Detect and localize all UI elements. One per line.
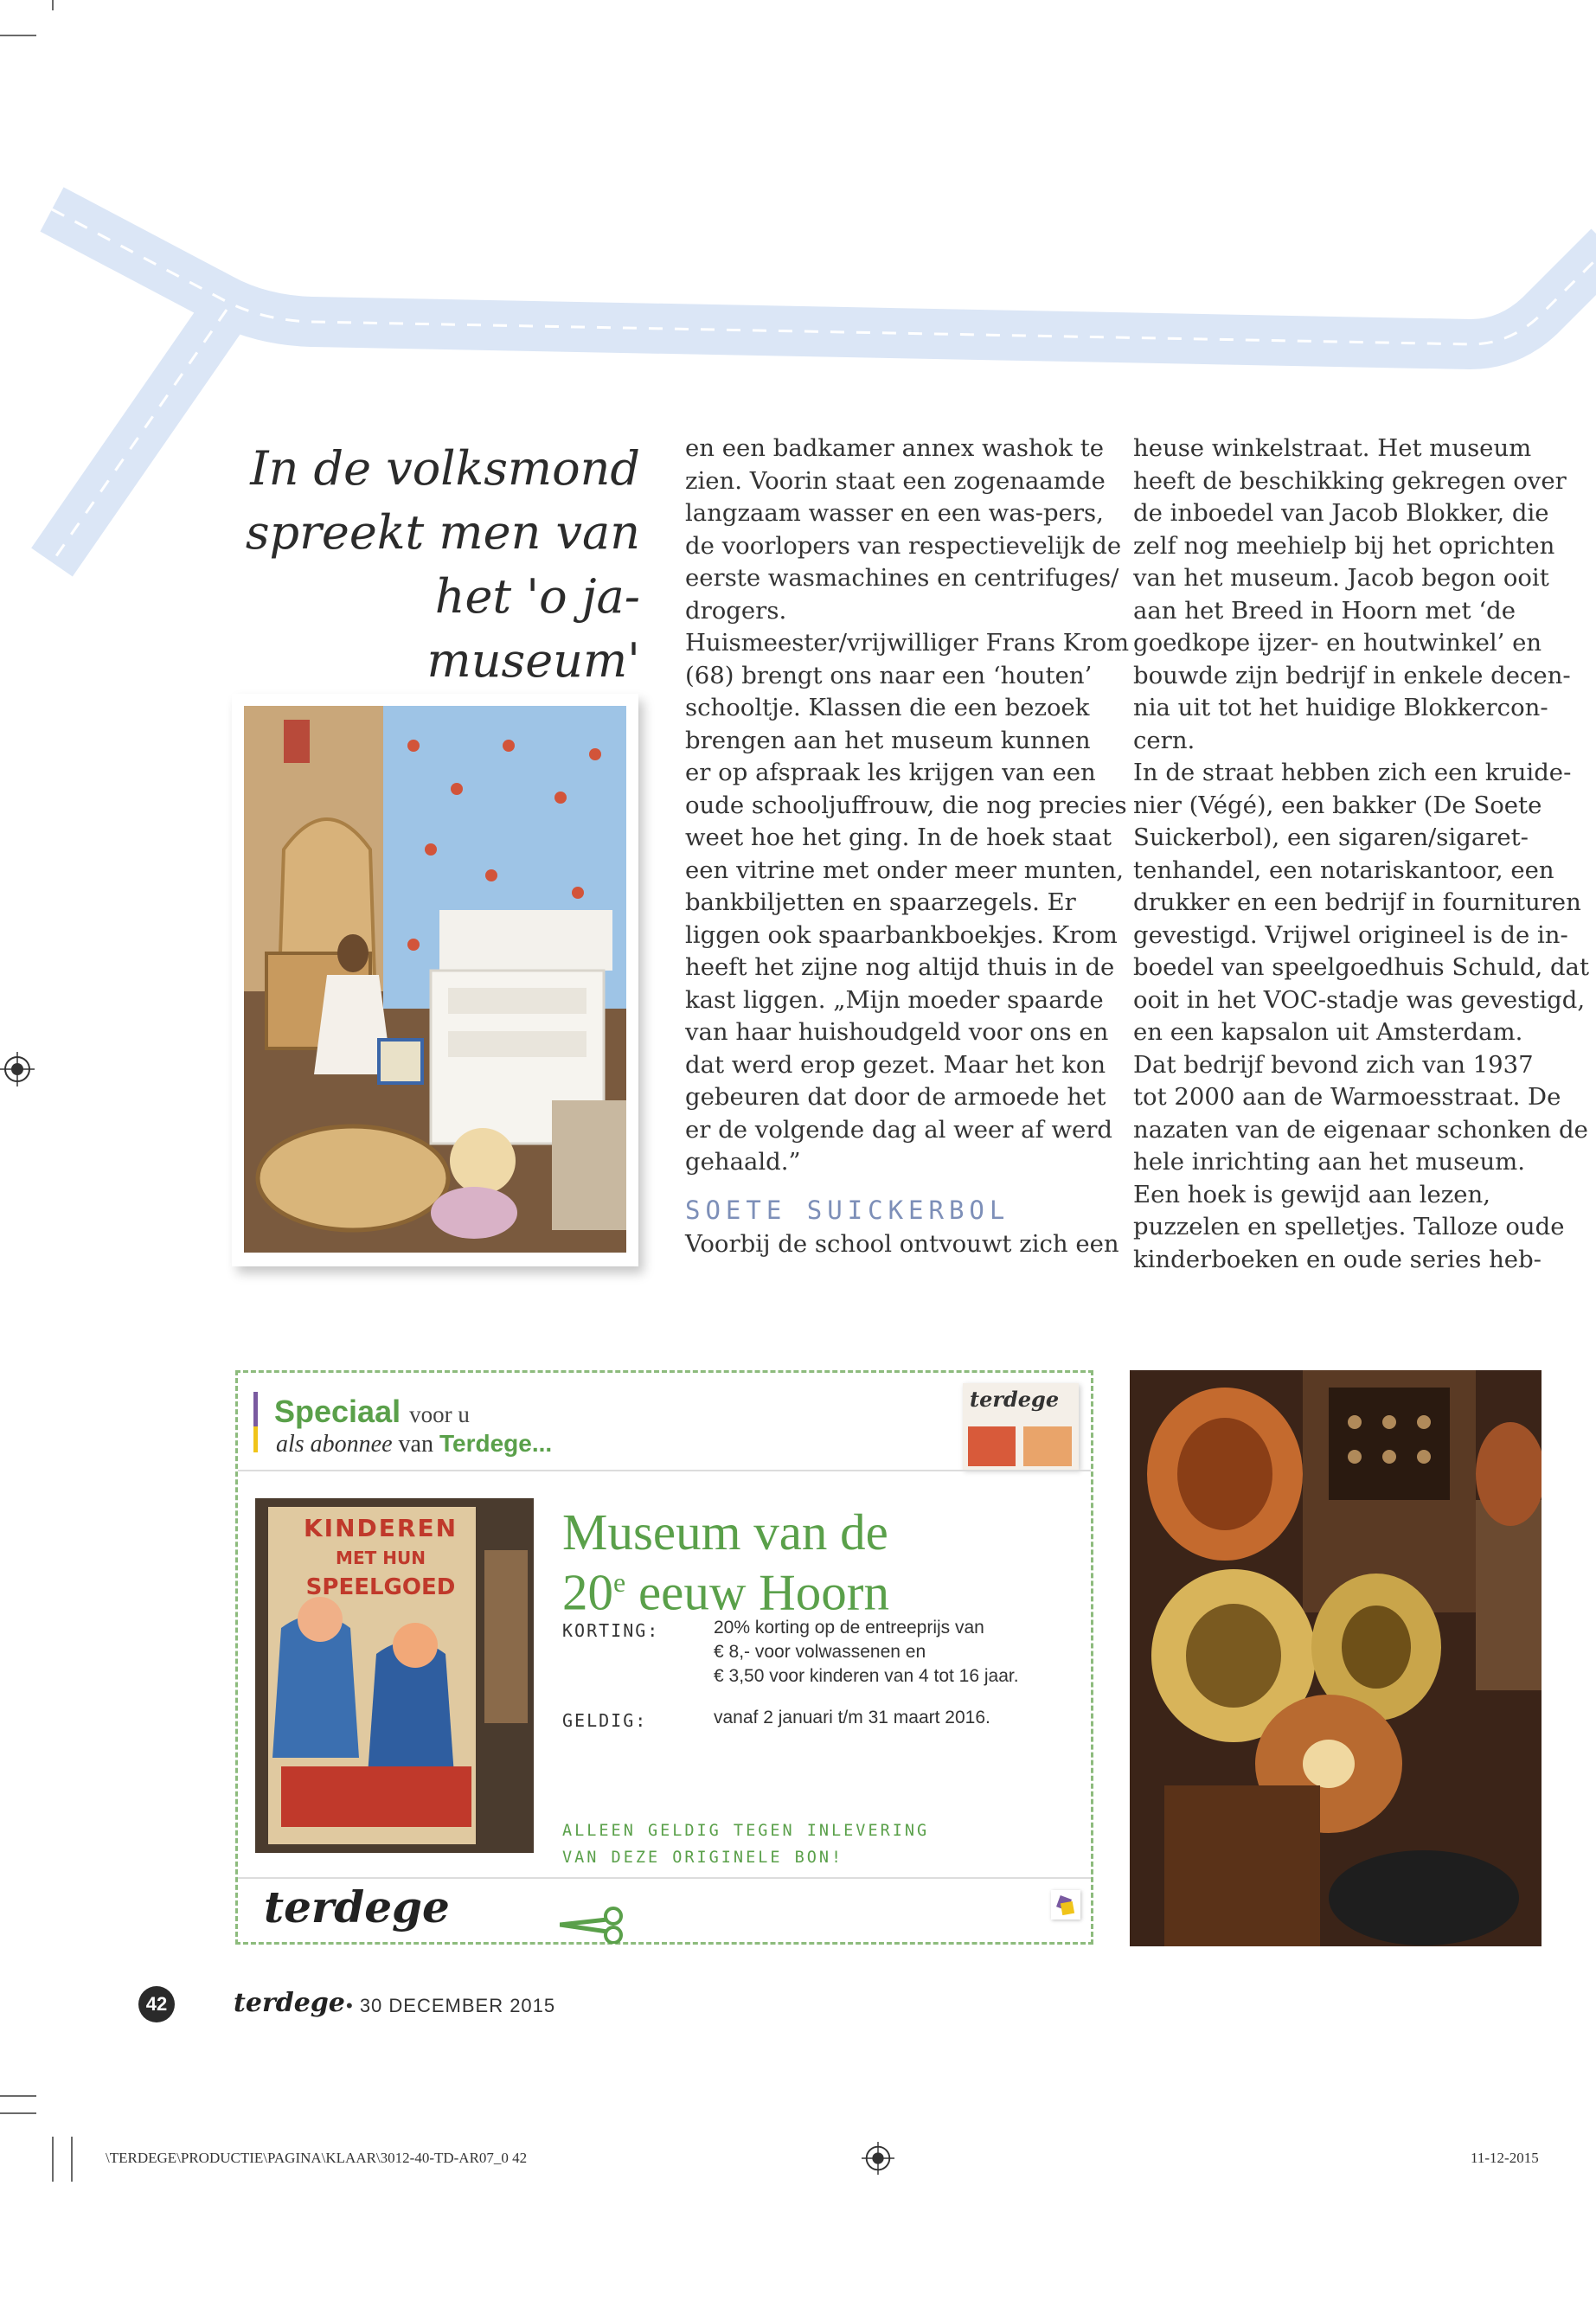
registration-mark-icon [862,2142,894,2175]
poster-title-line: SPEELGOED [305,1574,456,1600]
coupon-title [562,1503,1081,1621]
text-line: goedkope ijzer- en houtwinkel’ en [1133,629,1542,657]
coupon-title-sup: e [613,1567,626,1598]
divider [238,1470,1091,1471]
corner-badge-icon [1051,1890,1080,1920]
text-line: en een badkamer annex washok te [685,434,1105,462]
magazine-cover-title: terdege [970,1387,1060,1412]
text-line: en een kapsalon uit Amsterdam. [1133,1018,1523,1046]
photo-childrens-room [232,694,638,1266]
text-line: bouwde zijn bedrijf in enkele decen- [1133,661,1571,689]
poster-title [281,1514,480,1602]
geldig-label: GELDIG: [562,1710,648,1731]
text-line: Voorbij de school ontvouwt zich een [685,1230,1119,1258]
page-number: 42 [138,1986,175,2022]
text-line: bankbiljetten en spaarzegels. Er [685,888,1076,916]
poster-title-line: KINDEREN [303,1514,458,1542]
coupon-header-van: van [398,1431,433,1458]
coupon-subheader [276,1430,552,1458]
text-line: er op afspraak les krijgen van een [685,759,1096,786]
text-line: kast liggen. „Mijn moeder spaarde [685,985,1104,1014]
text-line: Suickerbol), een sigaren/sigaret- [1133,824,1529,851]
text-line: tenhandel, een notariskantoor, een [1133,856,1554,884]
article-column-middle [685,433,1130,1261]
text-line: drukker en een bedrijf in fournituren [1133,888,1581,916]
magazine-cover-thumbnail [963,1383,1079,1470]
text-line: de inboedel van Jacob Blokker, die [1133,499,1549,527]
pull-quote [242,437,640,693]
korting-label: KORTING: [562,1620,660,1641]
text-line: van haar huishoudgeld voor ons en [685,1018,1109,1046]
coupon-title-number: 20 [562,1563,613,1621]
accent-bar [253,1392,258,1426]
text-line: een vitrine met onder meer munten, [685,856,1125,884]
note-line: VAN DEZE ORIGINELE BON! [562,1849,844,1867]
text-line: liggen ook spaarbankboekjes. Krom [685,920,1118,949]
divider [238,1877,1091,1879]
text-line: zelf nog meehielp bij het oprichten [1133,531,1555,560]
text-line: drogers. [685,596,787,625]
cover-image [968,1426,1016,1466]
footer-brand: terdege [234,1988,345,2018]
coupon-header-italic: als abonnee [276,1431,393,1458]
subscriber-coupon[interactable] [235,1370,1093,1945]
text-line: heeft de beschikking gekregen over [1133,466,1567,495]
scissors-icon [560,1906,629,1944]
text-line: ooit in het VOC-stadje was gevestigd, [1133,985,1586,1014]
crop-mark [52,0,54,10]
coupon-title-rest: eeuw Hoorn [625,1563,889,1621]
text-line: van het museum. Jacob begon ooit [1133,564,1549,592]
text-line: dat werd erop gezet. Maar het kon [685,1050,1106,1079]
registration-mark-icon [0,1052,35,1086]
text-line: (68) brengt ons naar een ‘houten’ [685,661,1093,689]
coupon-validity-note [562,1817,929,1871]
coupon-header-bold: Speciaal [274,1394,401,1429]
text-line: langzaam wasser en een was-pers, [685,499,1104,527]
cover-image [1023,1426,1072,1466]
crop-mark [0,35,36,36]
korting-line: € 8,- voor volwassenen en [714,1642,926,1662]
coupon-header [274,1394,470,1430]
text-line: er de volgende dag al weer af werd [685,1115,1113,1144]
photo-gramophones [1130,1370,1542,1946]
text-line: cern. [1133,726,1195,754]
text-line: tot 2000 aan de Warmoesstraat. De [1133,1083,1561,1111]
crop-mark [0,2095,36,2097]
pull-quote-line: In de volksmond [250,441,640,496]
note-line: ALLEEN GELDIG TEGEN INLEVERING [562,1822,930,1840]
text-line: heuse winkelstraat. Het museum [1133,434,1532,462]
text-line: gehaald.” [685,1148,801,1176]
text-line: boedel van speelgoedhuis Schuld, dat [1133,953,1589,981]
geldig-text: vanaf 2 januari t/m 31 maart 2016. [714,1708,990,1727]
text-line: puzzelen en spelletjes. Talloze oude [1133,1213,1565,1240]
coupon-title-line2 [562,1557,1081,1621]
pull-quote-line: het 'o ja-museum' [426,569,640,688]
coupon-title-line: Museum van de [562,1503,888,1561]
pull-quote-line: spreekt men van [245,505,640,560]
crop-mark [71,2137,73,2182]
section-subheading: SOETE SUICKERBOL [685,1195,1010,1225]
crop-mark [52,2137,54,2182]
text-line: eerste wasmachines en centrifuges/ [685,564,1119,592]
text-line: heeft het zijne nog altijd thuis in de [685,953,1115,981]
footer-date: • 30 DECEMBER 2015 [346,1995,556,2016]
text-line: nia uit tot het huidige Blokkercon- [1133,694,1548,721]
terdege-logo: terdege [264,1881,450,1932]
coupon-header-small: voor u [409,1401,470,1427]
text-line: nazaten van de eigenaar schonken de [1133,1115,1588,1144]
text-line: Dat bedrijf bevond zich van 1937 [1133,1050,1534,1079]
poster-title-line: MET HUN [336,1548,426,1568]
korting-line: 20% korting op de entreeprijs van [714,1618,984,1638]
text-line: brengen aan het museum kunnen [685,726,1091,754]
text-line: schooltje. Klassen die een bezoek [685,694,1090,721]
crop-mark [0,2112,36,2114]
print-slug-path: \TERDEGE\PRODUCTIE\PAGINA\KLAAR\3012-40-TD-AR07_0 42 [106,2150,528,2166]
korting-line: € 3,50 voor kinderen van 4 tot 16 jaar. [714,1666,1019,1686]
text-line: weet hoe het ging. In de hoek staat [685,824,1112,851]
text-line: aan het Breed in Hoorn met ‘de [1133,596,1516,625]
text-line: kinderboeken en oude series heb- [1133,1245,1542,1273]
text-line: gebeuren dat door de armoede het [685,1083,1106,1111]
poster-image [255,1498,534,1853]
text-line: oude schooljuffrouw, die nog precies [685,791,1127,819]
text-line: Een hoek is gewijd aan lezen, [1133,1180,1491,1208]
text-line: zien. Voorin staat een zogenaamde [685,466,1106,495]
text-line: hele inrichting aan het museum. [1133,1148,1525,1176]
text-line: gevestigd. Vrijwel origineel is de in- [1133,920,1568,949]
text-line: In de straat hebben zich een kruide- [1133,759,1572,786]
text-line: de voorlopers van respectievelijk de [685,531,1122,560]
coupon-header-brand: Terdege... [439,1430,553,1457]
article-column-right [1133,433,1589,1276]
print-slug-date: 11-12-2015 [1471,2150,1539,2166]
accent-bar [253,1426,258,1452]
text-line: nier (Végé), een bakker (De Soete [1133,791,1542,819]
text-line: Huismeester/vrijwilliger Frans Krom [685,629,1130,657]
korting-text [714,1616,1019,1689]
